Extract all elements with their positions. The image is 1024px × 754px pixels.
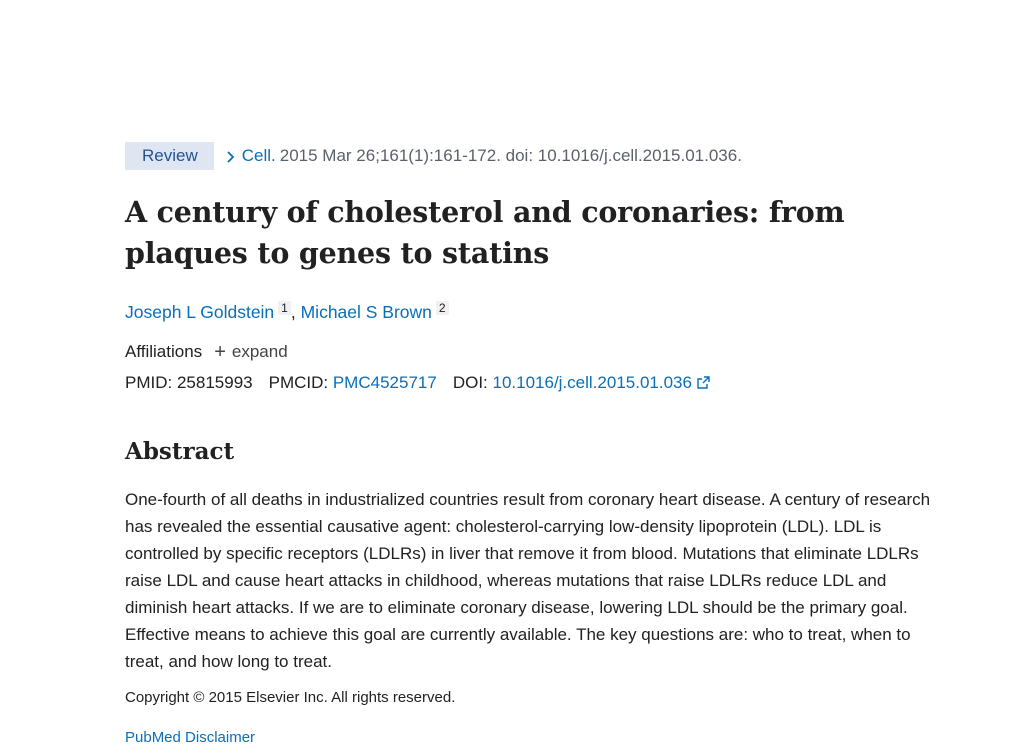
identifiers-row [125, 371, 945, 395]
author-link[interactable]: Michael S Brown [300, 302, 432, 322]
plus-icon: + [214, 341, 226, 363]
author-separator: , [290, 302, 296, 322]
copyright-notice: Copyright © 2015 Elsevier Inc. All rights reserved. [125, 689, 456, 706]
affiliation-ref[interactable]: 2 [436, 301, 449, 315]
pmcid-link[interactable]: PMC4525717 [332, 373, 437, 392]
authors-list [125, 296, 945, 324]
article-title: A century of cholesterol and coronaries: from plaques to genes to statins [125, 195, 845, 270]
article-header [125, 142, 945, 749]
pmid-label: PMID: [125, 373, 173, 392]
citation-line [125, 142, 945, 170]
disclaimer-link-row [125, 727, 945, 749]
external-link-icon [697, 372, 710, 385]
affiliations-row [125, 340, 945, 364]
author-link[interactable]: Joseph L Goldstein [125, 302, 275, 322]
doi-link[interactable] [493, 373, 710, 392]
pmid-value: 25815993 [176, 373, 253, 392]
doi-value: 10.1016/j.cell.2015.01.036 [492, 373, 692, 392]
expand-affiliations-button[interactable] [214, 340, 287, 364]
affiliation-ref[interactable]: 1 [278, 301, 291, 315]
pmcid-group [269, 371, 437, 395]
pubmed-disclaimer-link[interactable]: PubMed Disclaimer [125, 729, 256, 746]
doi-label: DOI: [452, 373, 488, 392]
journal-link[interactable]: Cell. [241, 146, 276, 165]
abstract-text: One-fourth of all deaths in industrialized countries result from coronary heart disease. A century of research has revealed the essential causative agent: cholesterol-carrying low-density lipoprotein (LDL). LDL is controlled by specific receptors (LDLRs) in liver that remove it from blood. Mutations that eliminate LDLRs raise LDL and cause heart attacks in childhood, whereas mutations that raise LDLRs reduce LDL and diminish heart attacks. If we are to eliminate coronary disease, lowering LDL should be the primary goal. Effective means to achieve this goal are currently available. The key questions are: who to treat, when to treat, and how long to treat. [125, 490, 931, 671]
abstract-heading: Abstract [125, 438, 235, 465]
doi-group [453, 371, 710, 395]
citation-details: 2015 Mar 26;161(1):161-172. doi: 10.1016/j.cell.2015.01.036. [279, 146, 742, 165]
affiliations-label: Affiliations [125, 342, 203, 361]
pmid-group [125, 371, 253, 395]
pmcid-label: PMCID: [268, 373, 329, 392]
chevron-right-icon[interactable] [224, 149, 238, 163]
expand-label: expand [231, 342, 288, 361]
review-badge: Review [125, 142, 214, 170]
